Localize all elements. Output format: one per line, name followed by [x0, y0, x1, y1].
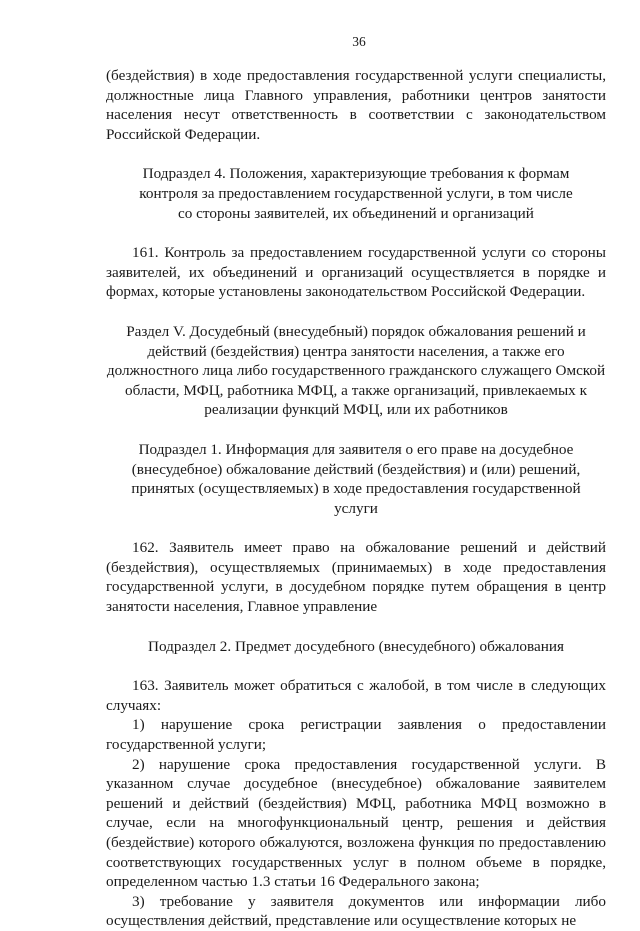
list-item-2: 2) нарушение срока предоставления государственной услуги. В указанном случае досудебное (внесудебное) обжалование заявителем решений и действий (бездействия) МФЦ, работника МФЦ возможно в случае, если на многофункциональный центр, решения и действия (бездействие) которого обжалуются, возложена функция по предоставлению соответствующих государственных услуг в полном объеме в порядке, определенном частью 1.3 статьи 16 Федерального закона; — [106, 755, 606, 891]
list-item-1: 1) нарушение срока регистрации заявления о предоставлении государственной услуги; — [106, 716, 606, 754]
page-number: 36 — [352, 34, 366, 49]
subsection-4-heading: Подраздел 4. Положения, характеризующие требования к формам контроля за предоставлением государственной услуги, в том числе со стороны заявителей, их объединений и организаций — [139, 165, 573, 222]
paragraph-161: 161. Контроль за предоставлением государственной услуги со стороны заявителей, их объединений и организаций осуществляется в порядке и формах, которые установлены законодательством Российской Федерации. — [106, 244, 606, 301]
paragraph-continuation: (бездействия) в ходе предоставления государственной услуги специалисты, должностные лица Главного управления, работники центров занятости населения несут ответственность в соответствии с законодательством Российской Федерации. — [106, 67, 606, 143]
subsection-1-heading: Подраздел 1. Информация для заявителя о его праве на досудебное (внесудебное) обжалование действий (бездействия) и (или) решений, принятых (осуществляемых) в ходе предоставления государственной услуги — [131, 440, 581, 517]
subsection-2-heading: Подраздел 2. Предмет досудебного (внесудебного) обжалования — [148, 637, 564, 655]
paragraph-163: 163. Заявитель может обратиться с жалобой, в том числе в следующих случаях: — [106, 677, 606, 714]
list-item-3: 3) требование у заявителя документов или информации либо осуществления действий, представление или осуществление которых не — [106, 892, 606, 930]
section-5-heading: Раздел V. Досудебный (внесудебный) порядок обжалования решений и действий (бездействия) центра занятости населения, а также его должностного лица либо государственного гражданского служащего Омской области, МФЦ, работника МФЦ, а также организаций, привлекаемых к реализации функций МФЦ, или их работников — [106, 322, 606, 419]
paragraph-162: 162. Заявитель имеет право на обжалование решений и действий (бездействия), осуществляемых (принимаемых) в ходе предоставления государственной услуги, в досудебном порядке путем обращения в центр занятости населения, Главное управление — [106, 539, 606, 616]
document-body — [106, 66, 606, 931]
